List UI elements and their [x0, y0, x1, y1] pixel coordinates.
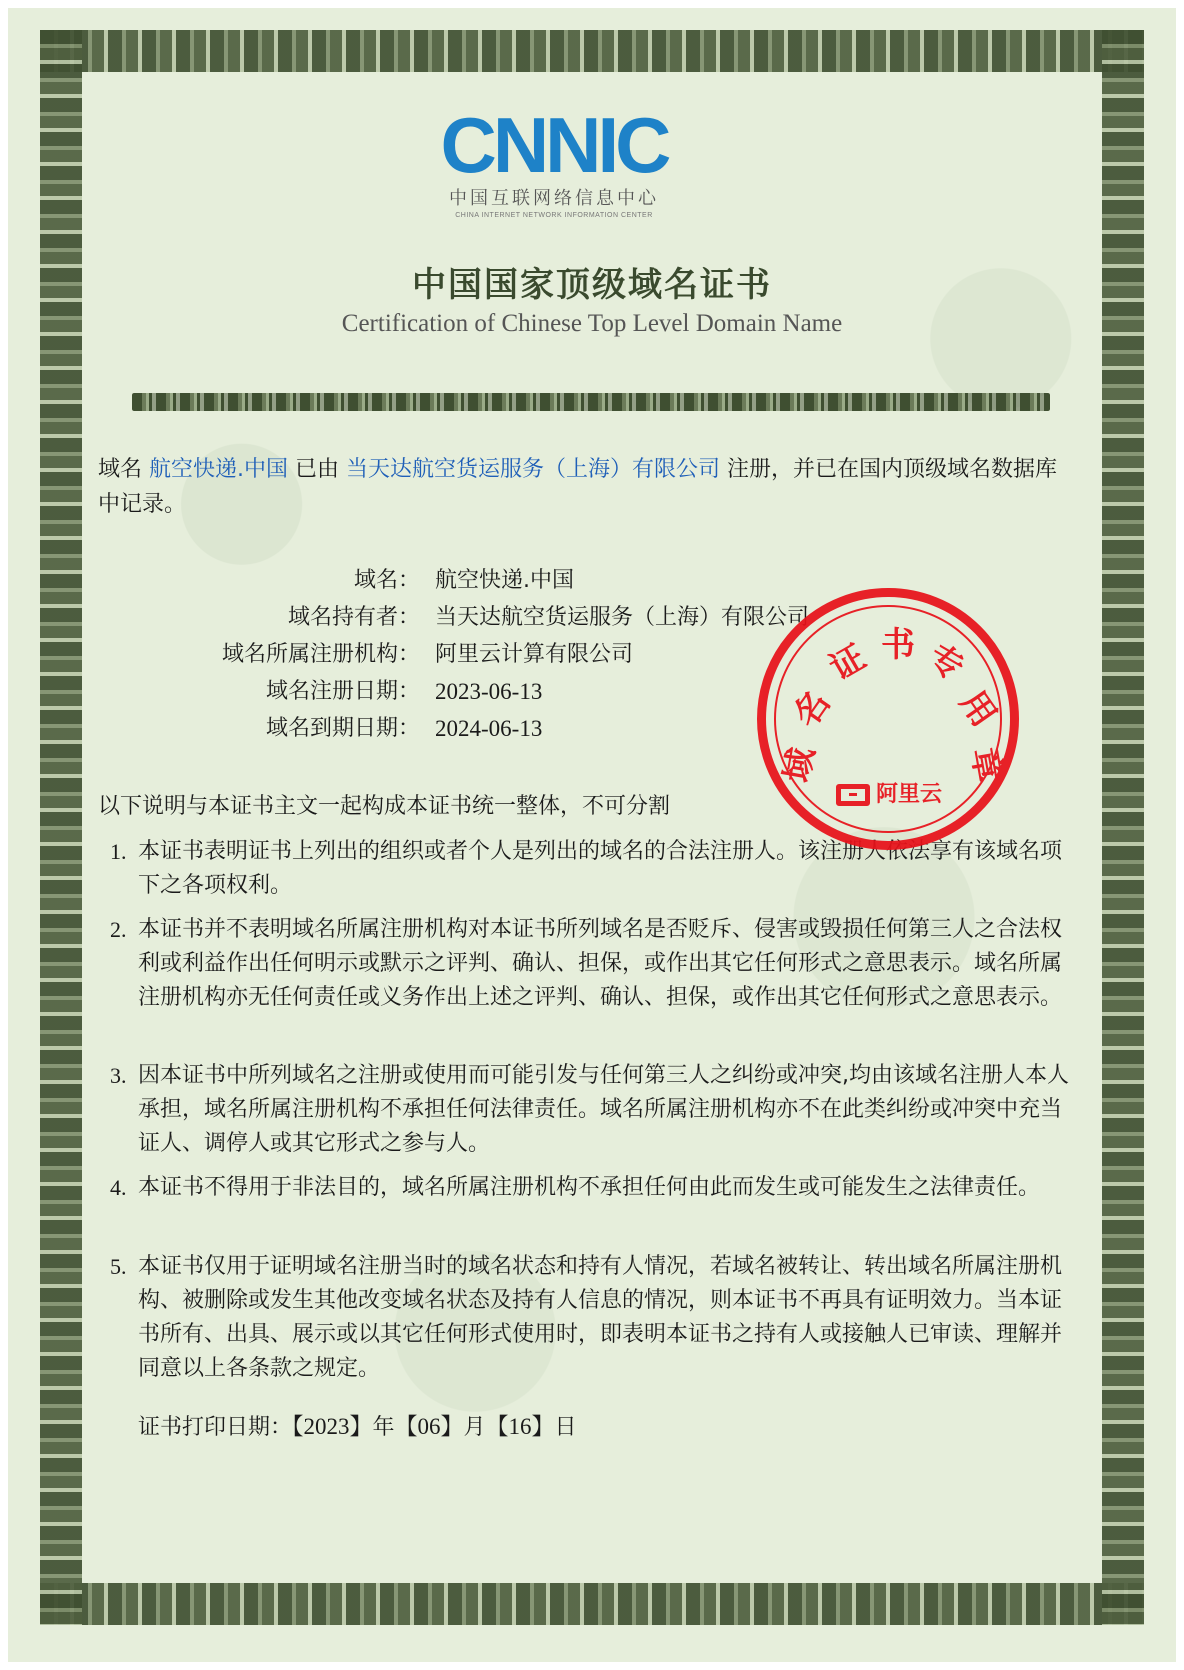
intro-text-2: 已由 [288, 457, 346, 482]
notes-heading: 以下说明与本证书主文一起构成本证书统一整体，不可分割 [98, 794, 671, 819]
note-number: 1. [110, 839, 127, 864]
note-number: 5. [110, 1254, 127, 1279]
frame-bottom-border [40, 1583, 1144, 1625]
print-month: 【06】 [394, 1414, 464, 1439]
print-date [138, 1410, 577, 1445]
info-row-holder [0, 599, 900, 637]
info-value: 当天达航空货运服务（上海）有限公司 [435, 605, 810, 630]
intro-text-1: 域名 [98, 457, 149, 482]
print-date-label: 证书打印日期： [138, 1415, 293, 1440]
intro-holder: 当天达航空货运服务（上海）有限公司 [346, 457, 721, 482]
stamp-char: 用 [951, 683, 1005, 735]
intro-paragraph [98, 452, 1078, 522]
info-label: 域名注册日期： [265, 679, 420, 704]
stamp-char: 域 [777, 744, 823, 786]
print-year: 【2023】 [292, 1414, 373, 1439]
aliyun-logo-icon [836, 784, 870, 806]
logo-org-en: CHINA INTERNET NETWORK INFORMATION CENTER [455, 212, 653, 219]
note-text: 因本证书中所列域名之注册或使用而可能引发与任何第三人之纠纷或冲突,均由该域名注册人本人承担，域名所属注册机构不承担任何法律责任。域名所属注册机构亦不在此类纠纷或冲突中充当证人、调停人或其它形式之参与人。 [138, 1063, 1069, 1156]
stamp-char: 证 [823, 637, 873, 689]
info-label: 域名所属注册机构： [221, 642, 420, 667]
cnnic-logo [424, 101, 684, 219]
info-value: 阿里云计算有限公司 [435, 642, 634, 667]
note-number: 3. [110, 1063, 127, 1088]
title-cn: 中国国家顶级域名证书 [412, 265, 772, 305]
intro-domain: 航空快递.中国 [149, 457, 288, 482]
stamp-char: 专 [921, 637, 971, 689]
title-en: Certification of Chinese Top Level Domain Name [341, 310, 843, 337]
note-text: 本证书仅用于证明域名注册当时的域名状态和持有人情况，若域名被转让、转出域名所属注册机构、被删除或发生其他改变域名状态及持有人信息的情况，则本证书不再具有证明效力。当本证书所有、出具、展示或以其它任何形式使用时，即表明本证书之持有人或接触人已审读、理解并同意以上各条款之规定。 [138, 1254, 1063, 1381]
day-unit: 日 [554, 1415, 577, 1440]
note-number: 4. [110, 1175, 127, 1200]
official-seal-stamp [757, 588, 1019, 850]
note-number: 2. [110, 917, 127, 942]
stamp-char: 名 [785, 683, 839, 735]
info-label: 域名到期日期： [265, 716, 420, 741]
info-value: 2024-06-13 [435, 716, 543, 741]
info-value: 航空快递.中国 [435, 568, 574, 593]
logo-mark: CNNIC [440, 101, 668, 189]
info-row-registrar [0, 636, 900, 674]
info-value: 2023-06-13 [435, 679, 543, 704]
frame-top-border [40, 30, 1144, 72]
note-text: 本证书不得用于非法目的，域名所属注册机构不承担任何由此而发生或可能发生之法律责任。 [138, 1175, 1041, 1200]
note-text: 本证书表明证书上列出的组织或者个人是列出的域名的合法注册人。该注册人依法享有该域名项下之各项权利。 [138, 839, 1063, 898]
intro-text-3: 注册，并已在国内顶级域名数据库中记录。 [98, 457, 1058, 517]
stamp-brand-text: 阿里云 [876, 782, 943, 807]
stamp-char: 章 [963, 744, 1009, 786]
logo-org-cn: 中国互联网络信息中心 [449, 188, 659, 209]
year-unit: 年 [372, 1415, 395, 1440]
note-text: 本证书并不表明域名所属注册机构对本证书所列域名是否贬斥、侵害或毁损任何第三人之合法权利或利益作出任何明示或默示之评判、确认、担保，或作出其它任何形式之意思表示。域名所属注册机构亦无任何责任或义务作出上述之评判、确认、担保，或作出其它任何形式之意思表示。 [138, 917, 1063, 1010]
print-day: 【16】 [485, 1414, 555, 1439]
info-label: 域名： [353, 568, 420, 593]
ornamental-divider [132, 393, 1050, 411]
info-row-domain [0, 562, 900, 600]
stamp-char: 书 [881, 625, 915, 665]
stamp-brand [836, 777, 942, 808]
month-unit: 月 [463, 1415, 486, 1440]
info-label: 域名持有者： [287, 605, 420, 630]
